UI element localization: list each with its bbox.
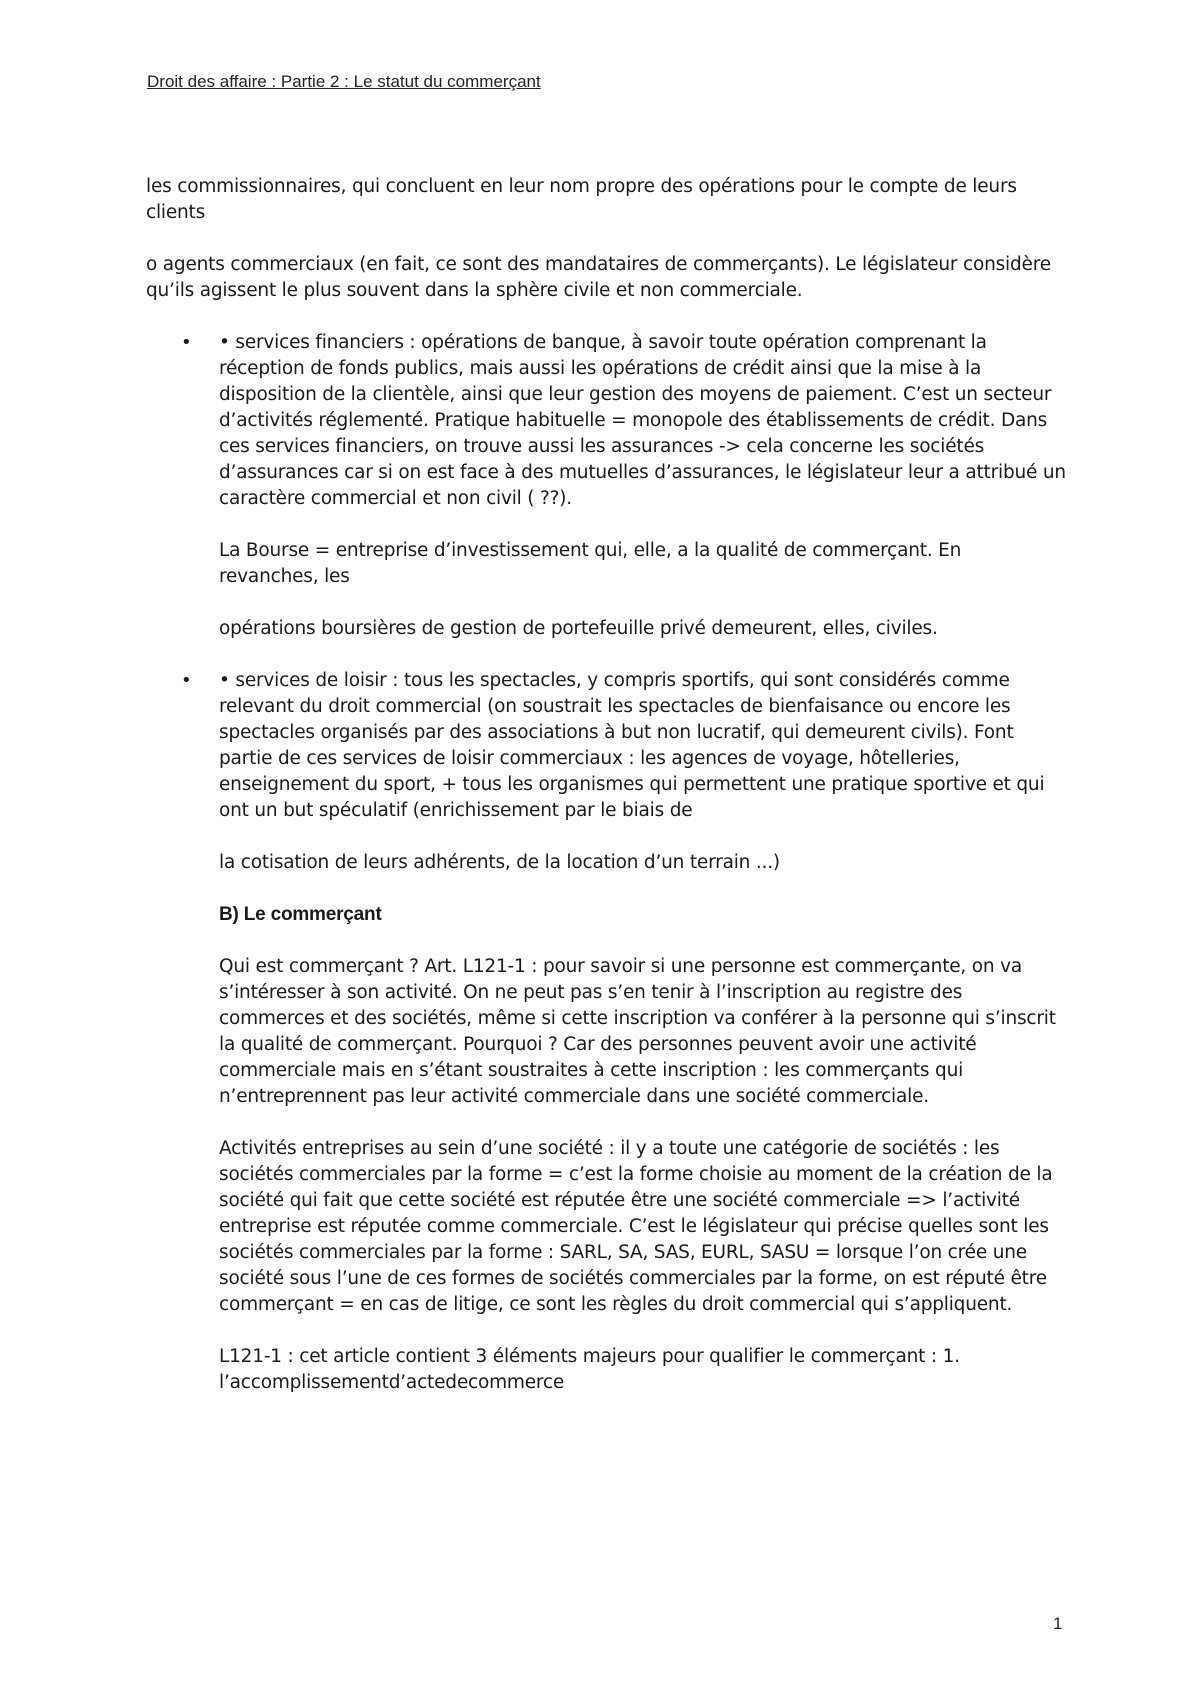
bullet-services-financiers xyxy=(146,330,1066,512)
section-heading: B) Le commerçant xyxy=(219,904,382,925)
paragraph-l121-1: L121-1 : cet article contient 3 éléments majeurs pour qualifier le commerçant : 1. l’accomplissementd’actedecommerce xyxy=(219,1346,960,1393)
paragraph-activites-societe: Activités entreprises au sein d’une société : il y a toute une catégorie de sociétés : les sociétés commerciales par la forme = c’est la forme choisie au moment de la création de la société qui fait que cette société est réputée être une société commerciale => l’activité entreprise est réputée comme commerciale. C’est le législateur qui précise quelles sont les sociétés commerciales par la forme : SARL, SA, SAS, EURL, SASU = lorsque l’on crée une société sous l’une de ces formes de sociétés commerciales par la forme, on est réputé être commerçant = en cas de litige, ce sont les règles du droit commercial qui s’appliquent. xyxy=(219,1138,1053,1315)
page-number: 1 xyxy=(1053,1614,1063,1633)
page-header-title: Droit des affaire : Partie 2 : Le statut du commerçant xyxy=(147,72,541,91)
bullet-text: • services financiers : opérations de banque, à savoir toute opération comprenant la réception de fonds publics, mais aussi les opérations de crédit ainsi que la mise à la disposition de la clientèle, ainsi que leur gestion des moyens de paiement. C’est un secteur d’activités réglementé. Pratique habituelle = monopole des établissements de crédit. Dans ces services financiers, on trouve aussi les assurances -> cela concerne les sociétés d’assurances car si on est face à des mutuelles d’assurances, le législateur leur a attribué un caractère commercial et non civil ( ??). xyxy=(219,332,1066,509)
bullet-marker: • xyxy=(181,332,192,353)
paragraph-commissionnaires: les commissionnaires, qui concluent en leur nom propre des opérations pour le compte de leurs clients xyxy=(146,176,1017,223)
paragraph-operations-boursieres: opérations boursières de gestion de portefeuille privé demeurent, elles, civiles. xyxy=(219,618,938,639)
paragraph-agents-commerciaux: o agents commerciaux (en fait, ce sont des mandataires de commerçants). Le législateur considère qu’ils agissent le plus souvent dans la sphère civile et non commerciale. xyxy=(146,254,1051,301)
paragraph-bourse: La Bourse = entreprise d’investissement qui, elle, a la qualité de commerçant. En revanches, les xyxy=(219,540,962,587)
bullet-text: • services de loisir : tous les spectacles, y compris sportifs, qui sont considérés comme relevant du droit commercial (on soustrait les spectacles de bienfaisance ou encore les spectacles organisés par des associations à but non lucratif, qui demeurent civils). Font partie de ces services de loisir commerciaux : les agences de voyage, hôtelleries, enseignement du sport, + tous les organismes qui permettent une pratique sportive et qui ont un but spéculatif (enrichissement par le biais de xyxy=(219,670,1045,821)
bullet-marker: • xyxy=(181,670,192,691)
paragraph-cotisation: la cotisation de leurs adhérents, de la location d’un terrain ...) xyxy=(219,852,780,873)
bullet-services-loisir xyxy=(146,668,1066,824)
paragraph-qui-est-commercant: Qui est commerçant ? Art. L121-1 : pour savoir si une personne est commerçante, on va s’intéresser à son activité. On ne peut pas s’en tenir à l’inscription au registre des commerces et des sociétés, même si cette inscription va conférer à la personne qui s’inscrit la qualité de commerçant. Pourquoi ? Car des personnes peuvent avoir une activité commerciale mais en s’étant soustraites à cette inscription : les commerçants qui n’entreprennent pas leur activité commerciale dans une société commerciale. xyxy=(219,956,1056,1107)
document-body xyxy=(146,174,1066,1422)
